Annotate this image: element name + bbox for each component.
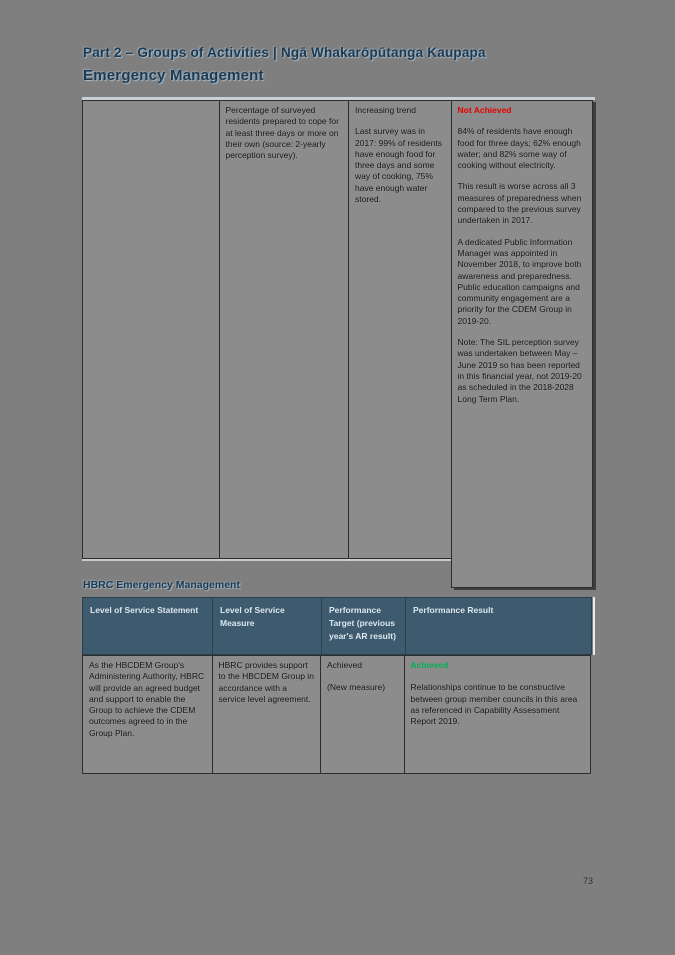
result-paragraph: 84% of residents have enough food for three days; 62% enough water; and 82% some way of cooking without electricity. — [457, 126, 581, 171]
status-badge-achieved: Achieved — [410, 660, 449, 670]
performance-table-hbrc — [82, 597, 595, 774]
result-text: Relationships continue to be constructive between group member councils in this area as referenced in Capability Assessment Report 2019. — [410, 682, 578, 727]
target-detail-text: Last survey was in 2017: 99% of residents have enough food for three days and some way of cooking, 75% have enough water stored. — [355, 126, 442, 205]
header-label: Performance Result — [413, 605, 494, 615]
header-sublabel: (previous year's AR result) — [329, 617, 396, 641]
measure-text: Percentage of surveyed residents prepared to cope for at least three days or more on their own (source: 2-yearly perception survey). — [225, 105, 339, 161]
header-level-of-service-statement — [82, 597, 213, 655]
measure-cell — [212, 655, 322, 774]
measure-text: HBRC provides support to the HBCDEM Group in accordance with a service level agreement. — [218, 660, 314, 704]
target-cell — [320, 655, 405, 774]
header-label: Level of Service Measure — [220, 605, 285, 628]
target-note: (New measure) — [327, 682, 386, 693]
header-label: Level of Service Statement — [90, 605, 199, 615]
target-cell — [348, 100, 452, 559]
statement-cell-empty — [82, 100, 220, 559]
header-performance-result — [405, 597, 592, 655]
target-trend-text: Increasing trend — [355, 105, 416, 115]
performance-table-upper — [82, 97, 595, 588]
part-title: Part 2 – Groups of Activities | Ngā Whakarōpūtanga Kaupapa — [83, 45, 486, 60]
header-level-of-service-measure — [212, 597, 322, 655]
result-paragraph: A dedicated Public Information Manager was appointed in November 2018, to improve both awareness and preparedness. Public education campaigns and community engagement are a priority for the CDEM Group in 2019-20. — [457, 236, 582, 326]
result-paragraph: Note: The SIL perception survey was undertaken between May – June 2019 so has been reported in this financial year, not 2019-20 as scheduled in the 2018-2028 Long Term Plan. — [457, 337, 582, 404]
table-body-row — [82, 655, 595, 774]
subsection-title: HBRC Emergency Management — [83, 579, 240, 591]
result-cell — [404, 655, 591, 774]
statement-text: As the HBCDEM Group's Administering Authority, HBRC will provide an agreed budget and support to enable the Group to achieve the CDEM outcomes agreed to in the Group Plan. — [89, 660, 205, 738]
result-cell — [451, 100, 593, 588]
measure-cell — [219, 100, 350, 559]
statement-cell — [82, 655, 213, 774]
status-badge-not-achieved: Not Achieved — [457, 105, 512, 115]
page-number: 73 — [583, 876, 594, 886]
page-title: Emergency Management — [83, 67, 264, 84]
table-header-row — [82, 597, 595, 655]
result-paragraph: This result is worse across all 3 measures of preparedness when compared to the previous survey undertaken in 2017. — [457, 181, 582, 226]
header-label: Performance Target — [329, 605, 381, 628]
header-performance-target — [321, 597, 406, 655]
target-text: Achieved — [327, 660, 362, 670]
